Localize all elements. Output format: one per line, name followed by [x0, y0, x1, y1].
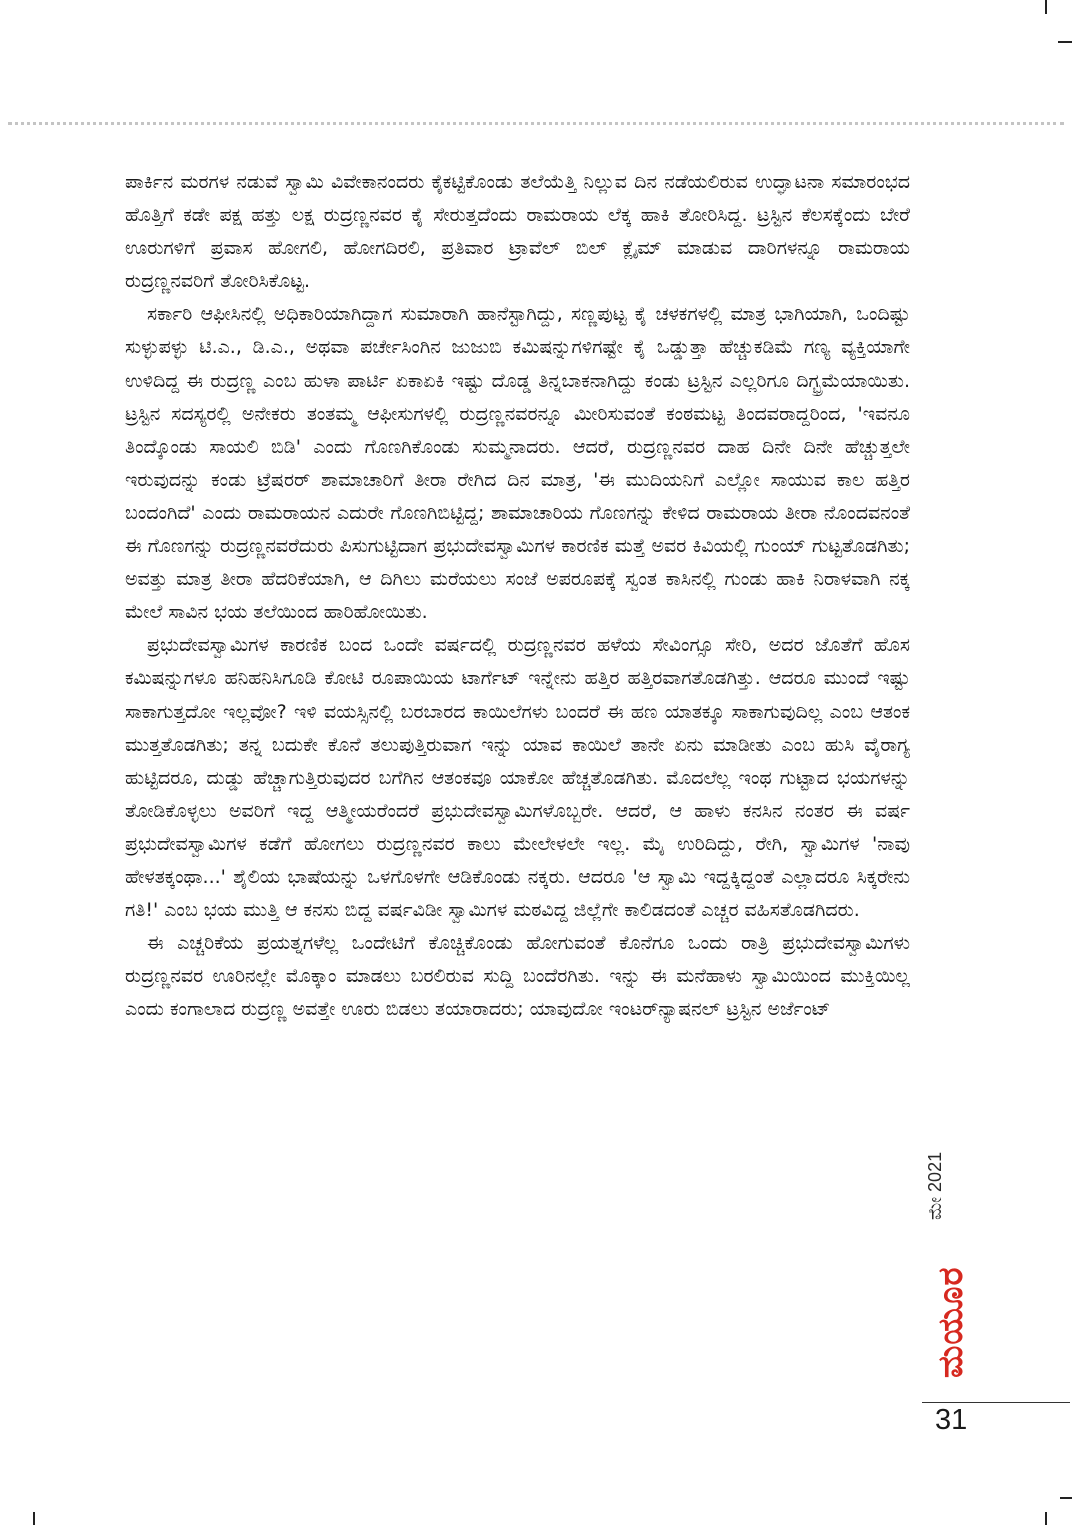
- issue-year: 2021: [925, 1151, 945, 1192]
- issue-month: ಮೇ: [925, 1196, 945, 1220]
- article-body: [125, 166, 910, 1026]
- crop-mark-bottom-right: [1045, 1512, 1047, 1525]
- crop-mark-top-right-h: [1058, 41, 1072, 43]
- crop-mark-bottom-right-h: [1060, 1497, 1072, 1499]
- issue-date: [925, 1140, 945, 1220]
- article-paragraph-2: ಸರ್ಕಾರಿ ಆಫೀಸಿನಲ್ಲಿ ಅಧಿಕಾರಿಯಾಗಿದ್ದಾಗ ಸುಮಾರಾಗಿ ಹಾನೆಸ್ಟಾಗಿದ್ದು, ಸಣ್ಣಪುಟ್ಟ ಕೈ ಚಳಕಗಳಲ್ಲಿ ಮಾತ್ರ ಭಾಗಿಯಾಗಿ, ಒಂದಿಷ್ಟು ಸುಳ್ಳುಪಳ್ಳು ಟಿ.ಎ., ಡಿ.ಎ., ಅಥವಾ ಪರ್ಚೇಸಿಂಗಿನ ಜುಜುಬಿ ಕಮಿಷನ್ನುಗಳಿಗಷ್ಟೇ ಕೈ ಒಡ್ಡುತ್ತಾ ಹೆಚ್ಚುಕಡಿಮೆ ಗಣ್ಯ ವ್ಯಕ್ತಿಯಾಗೇ ಉಳಿದಿದ್ದ ಈ ರುದ್ರಣ್ಣ ಎಂಬ ಹುಳಾ ಪಾರ್ಟಿ ಏಕಾಏಕಿ ಇಷ್ಟು ದೊಡ್ಡ ತಿನ್ನಬಾಕನಾಗಿದ್ದು ಕಂಡು ಟ್ರಸ್ಟಿನ ಎಲ್ಲರಿಗೂ ದಿಗ್ಭ್ರಮೆಯಾಯಿತು. ಟ್ರಸ್ಟಿನ ಸದಸ್ಯರಲ್ಲಿ ಅನೇಕರು ತಂತಮ್ಮ ಆಫೀಸುಗಳಲ್ಲಿ ರುದ್ರಣ್ಣನವರನ್ನೂ ಮೀರಿಸುವಂತೆ ಕಂಠಮಟ್ಟ ತಿಂದವರಾದ್ದರಿಂದ, 'ಇವನೂ ತಿಂದ್ಕೊಂಡು ಸಾಯಲಿ ಬಿಡಿ' ಎಂದು ಗೊಣಗಿಕೊಂಡು ಸುಮ್ಮನಾದರು. ಆದರೆ, ರುದ್ರಣ್ಣನವರ ದಾಹ ದಿನೇ ದಿನೇ ಹೆಚ್ಚುತ್ತಲೇ ಇರುವುದನ್ನು ಕಂಡು ಟ್ರೆಷರರ್ ಶಾಮಾಚಾರಿಗೆ ತೀರಾ ರೇಗಿದ ದಿನ ಮಾತ್ರ, 'ಈ ಮುದಿಯನಿಗೆ ಎಲ್ಲೋ ಸಾಯುವ ಕಾಲ ಹತ್ತಿರ ಬಂದಂಗಿದೆ' ಎಂದು ರಾಮರಾಯನ ಎದುರೇ ಗೊಣಗಿಬಿಟ್ಟಿದ್ದ; ಶಾಮಾಚಾರಿಯ ಗೊಣಗನ್ನು ಕೇಳಿದ ರಾಮರಾಯ ತೀರಾ ನೊಂದವನಂತೆ ಈ ಗೊಣಗನ್ನು ರುದ್ರಣ್ಣನವರೆದುರು ಪಿಸುಗುಟ್ಟಿದಾಗ ಪ್ರಭುದೇವಸ್ವಾಮಿಗಳ ಕಾರಣಿಕ ಮತ್ತೆ ಅವರ ಕಿವಿಯಲ್ಲಿ ಗುಂಯ್ ಗುಟ್ಟತೊಡಗಿತು; ಅವತ್ತು ಮಾತ್ರ ತೀರಾ ಹೆದರಿಕೆಯಾಗಿ, ಆ ದಿಗಿಲು ಮರೆಯಲು ಸಂಜೆ ಅಪರೂಪಕ್ಕೆ ಸ್ವಂತ ಕಾಸಿನಲ್ಲಿ ಗುಂಡು ಹಾಕಿ ನಿರಾಳವಾಗಿ ನಕ್ಕ ಮೇಲೆ ಸಾವಿನ ಭಯ ತಲೆಯಿಂದ ಹಾರಿಹೋಯಿತು.: [125, 303, 910, 624]
- crop-mark-top-right: [1045, 0, 1047, 14]
- crop-mark-bottom-left: [33, 1512, 35, 1525]
- article-paragraph-3: ಪ್ರಭುದೇವಸ್ವಾಮಿಗಳ ಕಾರಣಿಕ ಬಂದ ಒಂದೇ ವರ್ಷದಲ್ಲಿ ರುದ್ರಣ್ಣನವರ ಹಳೆಯ ಸೇವಿಂಗ್ಸೂ ಸೇರಿ, ಅದರ ಜೊತೆಗೆ ಹೊಸ ಕಮಿಷನ್ನುಗಳೂ ಹನಿಹನಿಸಿಗೂಡಿ ಕೋಟಿ ರೂಪಾಯಿಯ ಟಾರ್ಗೆಟ್ ಇನ್ನೇನು ಹತ್ತಿರ ಹತ್ತಿರವಾಗತೊಡಗಿತ್ತು. ಆದರೂ ಮುಂದೆ ಇಷ್ಟು ಸಾಕಾಗುತ್ತದೋ ಇಲ್ಲವೋ? ಇಳಿ ವಯಸ್ಸಿನಲ್ಲಿ ಬರಬಾರದ ಕಾಯಿಲೆಗಳು ಬಂದರೆ ಈ ಹಣ ಯಾತಕ್ಕೂ ಸಾಕಾಗುವುದಿಲ್ಲ ಎಂಬ ಆತಂಕ ಮುತ್ತತೊಡಗಿತು; ತನ್ನ ಬದುಕೇ ಕೊನೆ ತಲುಪುತ್ತಿರುವಾಗ ಇನ್ನು ಯಾವ ಕಾಯಿಲೆ ತಾನೇ ಏನು ಮಾಡೀತು ಎಂಬ ಹುಸಿ ವೈರಾಗ್ಯ ಹುಟ್ಟಿದರೂ, ದುಡ್ಡು ಹೆಚ್ಚಾಗುತ್ತಿರುವುದರ ಬಗೆಗಿನ ಆತಂಕವೂ ಯಾಕೋ ಹೆಚ್ಚತೊಡಗಿತು. ಮೊದಲೆಲ್ಲ ಇಂಥ ಗುಟ್ಟಾದ ಭಯಗಳನ್ನು ತೋಡಿಕೊಳ್ಳಲು ಅವರಿಗೆ ಇದ್ದ ಆತ್ಮೀಯರೆಂದರೆ ಪ್ರಭುದೇವಸ್ವಾಮಿಗಳೊಬ್ಬರೇ. ಆದರೆ, ಆ ಹಾಳು ಕನಸಿನ ನಂತರ ಈ ವರ್ಷ ಪ್ರಭುದೇವಸ್ವಾಮಿಗಳ ಕಡೆಗೆ ಹೋಗಲು ರುದ್ರಣ್ಣನವರ ಕಾಲು ಮೇಲೇಳಲೇ ಇಲ್ಲ. ಮೈ ಉರಿದಿದ್ದು, ರೇಗಿ, ಸ್ವಾಮಿಗಳ 'ನಾವು ಹೇಳತಕ್ಕಂಥಾ...' ಶೈಲಿಯ ಭಾಷೆಯನ್ನು ಒಳಗೊಳಗೇ ಆಡಿಕೊಂಡು ನಕ್ಕರು. ಆದರೂ 'ಆ ಸ್ವಾಮಿ ಇದ್ದಕ್ಕಿದ್ದಂತೆ ಎಲ್ಲಾದರೂ ಸಿಕ್ಕರೇನು ಗತಿ!' ಎಂಬ ಭಯ ಮುತ್ತಿ ಆ ಕನಸು ಬಿದ್ದ ವರ್ಷವಿಡೀ ಸ್ವಾಮಿಗಳ ಮಠವಿದ್ದ ಜಿಲ್ಲೆಗೇ ಕಾಲಿಡದಂತೆ ಎಚ್ಚರ ವಹಿಸತೊಡಗಿದರು.: [125, 634, 910, 922]
- article-paragraph-1: ಪಾರ್ಕಿನ ಮರಗಳ ನಡುವೆ ಸ್ವಾಮಿ ವಿವೇಕಾನಂದರು ಕೈಕಟ್ಟಿಕೊಂಡು ತಲೆಯೆತ್ತಿ ನಿಲ್ಲುವ ದಿನ ನಡೆಯಲಿರುವ ಉದ್ಘಾಟನಾ ಸಮಾರಂಭದ ಹೊತ್ತಿಗೆ ಕಡೇ ಪಕ್ಷ ಹತ್ತು ಲಕ್ಷ ರುದ್ರಣ್ಣನವರ ಕೈ ಸೇರುತ್ತದೆಂದು ರಾಮರಾಯ ಲೆಕ್ಕ ಹಾಕಿ ತೋರಿಸಿದ್ದ. ಟ್ರಸ್ಟಿನ ಕೆಲಸಕ್ಕೆಂದು ಬೇರೆ ಊರುಗಳಿಗೆ ಪ್ರವಾಸ ಹೋಗಲಿ, ಹೋಗದಿರಲಿ, ಪ್ರತಿವಾರ ಟ್ರಾವೆಲ್ ಬಿಲ್ ಕ್ಲೈಮ್ ಮಾಡುವ ದಾರಿಗಳನ್ನೂ ರಾಮರಾಯ ರುದ್ರಣ್ಣನವರಿಗೆ ತೋರಿಸಿಕೊಟ್ಟ.: [125, 171, 910, 293]
- header-dotted-rule: [8, 122, 1064, 125]
- article-paragraph-4: ಈ ಎಚ್ಚರಿಕೆಯ ಪ್ರಯತ್ನಗಳೆಲ್ಲ ಒಂದೇಟಿಗೆ ಕೊಚ್ಚಿಕೊಂಡು ಹೋಗುವಂತೆ ಕೊನೆಗೂ ಒಂದು ರಾತ್ರಿ ಪ್ರಭುದೇವಸ್ವಾಮಿಗಳು ರುದ್ರಣ್ಣನವರ ಊರಿನಲ್ಲೇ ಮೊಕ್ಕಾಂ ಮಾಡಲು ಬರಲಿರುವ ಸುದ್ದಿ ಬಂದೆರಗಿತು. ಇನ್ನು ಈ ಮನೆಹಾಳು ಸ್ವಾಮಿಯಿಂದ ಮುಕ್ತಿಯಿಲ್ಲ ಎಂದು ಕಂಗಾಲಾದ ರುದ್ರಣ್ಣ ಅವತ್ತೇ ಊರು ಬಿಡಲು ತಯಾರಾದರು; ಯಾವುದೋ ಇಂಟರ್‌ನ್ಯಾಷನಲ್ ಟ್ರಸ್ಟಿನ ಅರ್ಜೆಂಟ್: [125, 932, 910, 1021]
- folio-rule: [922, 1402, 1070, 1403]
- page-number: 31: [935, 1404, 968, 1436]
- magazine-logo: ಮಯೂರ: [931, 1266, 971, 1378]
